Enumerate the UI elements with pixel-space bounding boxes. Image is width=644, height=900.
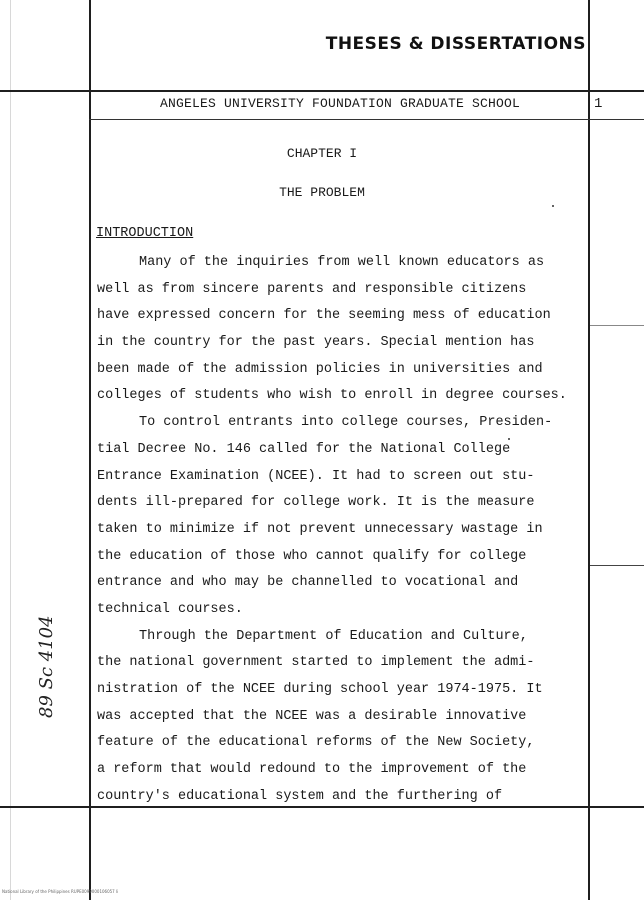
body-line: the national government started to implement the admi-: [97, 655, 535, 671]
header-bottom-rule: [89, 119, 644, 120]
right-margin-rule: [588, 0, 590, 900]
chapter-label: [0, 146, 644, 161]
chapter-title: THE PROBLEM: [279, 185, 365, 200]
margin-note-text: 89 Sc 4104: [36, 615, 57, 718]
right-margin-tick: [590, 565, 644, 566]
body-line: To control entrants into college courses, Presiden-: [139, 415, 553, 431]
theses-dissertations-stamp: THESES & DISSERTATIONS: [325, 34, 586, 54]
body-line: country's educational system and the furthering of: [97, 788, 503, 804]
body-line: dents ill-prepared for college work. It is the measure: [97, 495, 535, 511]
scan-shadow-line: [10, 0, 11, 900]
chapter-text: CHAPTER I: [286, 146, 358, 161]
right-margin-tick-upper: [590, 325, 644, 326]
body-line: in the country for the past years. Special mention has: [97, 335, 535, 351]
body-line: entrance and who may be channelled to vocational and: [97, 575, 519, 591]
body-line: colleges of students who wish to enroll in degree courses.: [97, 388, 567, 404]
body-line: Many of the inquiries from well known educators as: [139, 255, 545, 270]
body-line: have expressed concern for the seeming mess of education: [97, 308, 551, 324]
header-top-rule: [0, 90, 644, 92]
body-line: the education of those who cannot qualify for college: [97, 548, 527, 564]
speck: [552, 205, 554, 207]
body-line: Through the Department of Education and Culture,: [139, 628, 528, 644]
section-heading: INTRODUCTION: [96, 226, 194, 241]
body-line: a reform that would redound to the improvement of the: [97, 762, 527, 778]
body-line: feature of the educational reforms of the New Society,: [97, 735, 535, 751]
page-number: 1: [594, 96, 603, 112]
body-line: was accepted that the NCEE was a desirable innovative: [97, 708, 527, 724]
speck: [508, 438, 510, 440]
left-margin-rule: [89, 0, 91, 900]
body-line: nistration of the NCEE during school year 1974-1975. It: [97, 682, 543, 697]
body-line: tial Decree No. 146 called for the National College: [97, 441, 511, 457]
school-header: ANGELES UNIVERSITY FOUNDATION GRADUATE SCHOOL: [160, 96, 521, 111]
body-line: been made of the admission policies in universities and: [97, 361, 543, 377]
body-line: Entrance Examination (NCEE). It had to screen out stu-: [97, 468, 535, 484]
body-line: technical courses.: [97, 601, 243, 617]
scan-footer: National Library of the Philippines RUPE0099000106057 li: [2, 889, 119, 894]
body-text: [97, 250, 567, 810]
handwritten-margin-note: [20, 400, 60, 718]
body-line: well as from sincere parents and responsible citizens: [97, 281, 527, 297]
body-line: taken to minimize if not prevent unnecessary wastage in: [97, 521, 543, 537]
